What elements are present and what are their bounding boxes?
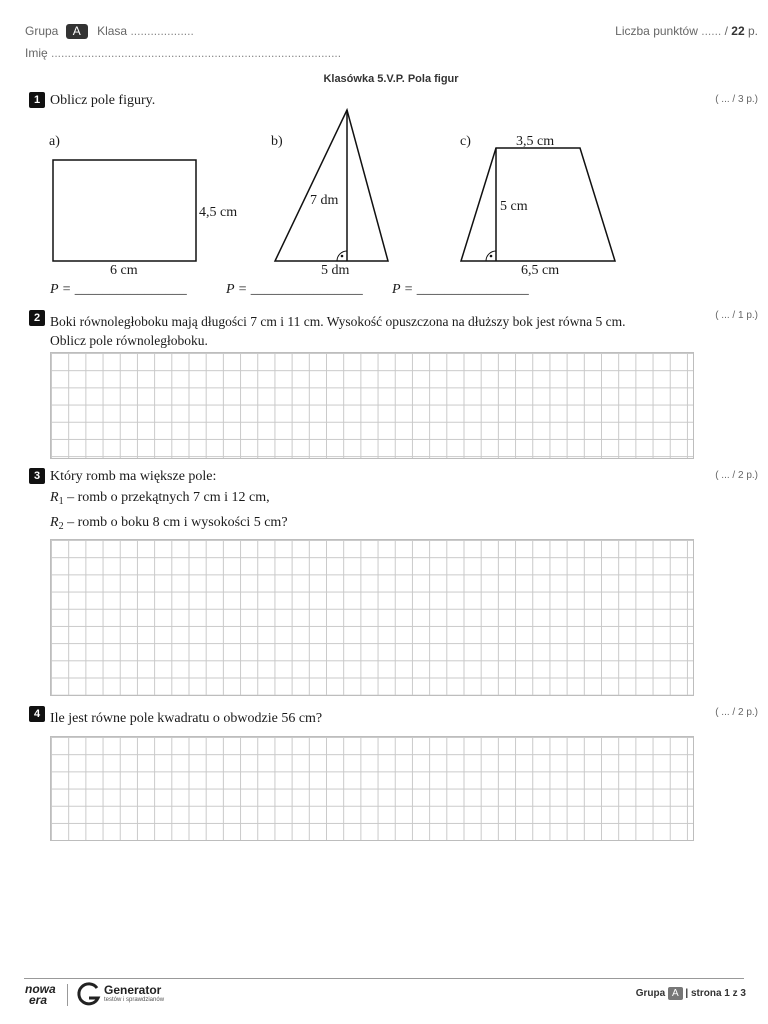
question-text: Boki równoległoboku mają długości 7 cm i 11 cm. Wysokość opuszczona na dłuższy bok jest równa 5 cm. bbox=[50, 314, 626, 329]
figure-c-label: c) bbox=[460, 134, 471, 149]
header-points bbox=[615, 24, 758, 38]
answer-grid[interactable] bbox=[50, 736, 694, 841]
question-points: ( ... / 1 p.) bbox=[715, 310, 758, 321]
footer-page-text: | strona 1 z 3 bbox=[685, 988, 746, 999]
points-slash: / bbox=[724, 24, 728, 38]
answer-prefix: P = bbox=[226, 282, 248, 297]
question-number: 3 bbox=[29, 468, 45, 484]
trapezoid-bottom-label: 6,5 cm bbox=[521, 263, 560, 278]
answer-line[interactable]: ________________ bbox=[416, 282, 529, 297]
footer-divider bbox=[24, 978, 744, 979]
points-field[interactable]: ...... bbox=[701, 24, 722, 38]
question-points: ( ... / 2 p.) bbox=[715, 470, 758, 481]
header-name bbox=[25, 46, 341, 60]
option-r2 bbox=[50, 515, 288, 532]
answer-prefix: P = bbox=[392, 282, 414, 297]
trapezoid-figure bbox=[461, 148, 615, 261]
logo-line1: nowa bbox=[25, 982, 56, 996]
nowa-era-logo bbox=[25, 984, 56, 1006]
question-text: Oblicz pole figury. bbox=[50, 93, 156, 108]
triangle-figure bbox=[275, 110, 388, 261]
question-text: Który romb ma większe pole: bbox=[50, 469, 217, 484]
option-r1 bbox=[50, 490, 270, 507]
question-points: ( ... / 3 p.) bbox=[715, 94, 758, 105]
class-label: Klasa bbox=[97, 24, 128, 38]
question-number: 2 bbox=[29, 310, 45, 326]
answer-line[interactable]: ________________ bbox=[250, 282, 363, 297]
option-text: – romb o boku 8 cm i wysokości 5 cm? bbox=[63, 515, 288, 530]
generator-brand: Generator bbox=[104, 983, 162, 997]
question-text: Ile jest równe pole kwadratu o obwodzie 56 cm? bbox=[50, 711, 323, 726]
answer-grid[interactable] bbox=[50, 352, 694, 459]
footer-page bbox=[636, 987, 746, 1000]
question-number: 1 bbox=[29, 92, 45, 108]
generator-subtitle: testów i sprawdzianów bbox=[104, 997, 165, 1003]
trapezoid-height-label: 5 cm bbox=[500, 199, 528, 214]
class-field[interactable]: ................... bbox=[130, 24, 194, 38]
name-label: Imię bbox=[25, 46, 48, 60]
answer-b[interactable] bbox=[226, 282, 363, 298]
page-title: Klasówka 5.V.P. Pola figur bbox=[323, 73, 459, 85]
answer-c[interactable] bbox=[392, 282, 529, 298]
generator-g-icon bbox=[76, 982, 102, 1008]
group-label: Grupa bbox=[25, 24, 59, 38]
right-angle-dot bbox=[341, 255, 344, 258]
right-angle-dot bbox=[490, 255, 493, 258]
group-badge: A bbox=[66, 24, 88, 39]
answer-line[interactable]: ________________ bbox=[74, 282, 187, 297]
figure-b-label: b) bbox=[271, 134, 283, 149]
name-field[interactable]: ....................................................................................... bbox=[51, 46, 342, 60]
triangle-base-label: 5 dm bbox=[321, 263, 350, 278]
option-subscript: 2 bbox=[58, 521, 64, 532]
rectangle-side-label: 4,5 cm bbox=[199, 205, 238, 220]
footer-group-badge: A bbox=[668, 987, 683, 1000]
option-text: – romb o przekątnych 7 cm i 12 cm, bbox=[63, 490, 270, 505]
option-letter: R bbox=[50, 515, 59, 530]
question-points: ( ... / 2 p.) bbox=[715, 707, 758, 718]
option-letter: R bbox=[50, 490, 59, 505]
answer-a[interactable] bbox=[50, 282, 187, 298]
question-number: 4 bbox=[29, 706, 45, 722]
option-subscript: 1 bbox=[58, 496, 64, 507]
rectangle-bottom-label: 6 cm bbox=[110, 263, 138, 278]
figure-a-label: a) bbox=[49, 134, 60, 149]
figures-svg bbox=[0, 100, 768, 280]
rectangle-figure bbox=[53, 160, 196, 261]
logo-line2: era bbox=[29, 993, 48, 1007]
points-label: Liczba punktów bbox=[615, 24, 698, 38]
points-total: 22 bbox=[731, 24, 745, 38]
answer-prefix: P = bbox=[50, 282, 72, 297]
question-text: Oblicz pole równoległoboku. bbox=[50, 333, 208, 348]
points-unit: p. bbox=[747, 24, 758, 38]
header-group bbox=[25, 24, 194, 39]
triangle-height-label: 7 dm bbox=[310, 193, 339, 208]
answer-grid[interactable] bbox=[50, 539, 694, 696]
trapezoid-top-label: 3,5 cm bbox=[516, 134, 555, 149]
logo-separator bbox=[67, 984, 68, 1006]
footer-group-label: Grupa bbox=[635, 988, 666, 999]
